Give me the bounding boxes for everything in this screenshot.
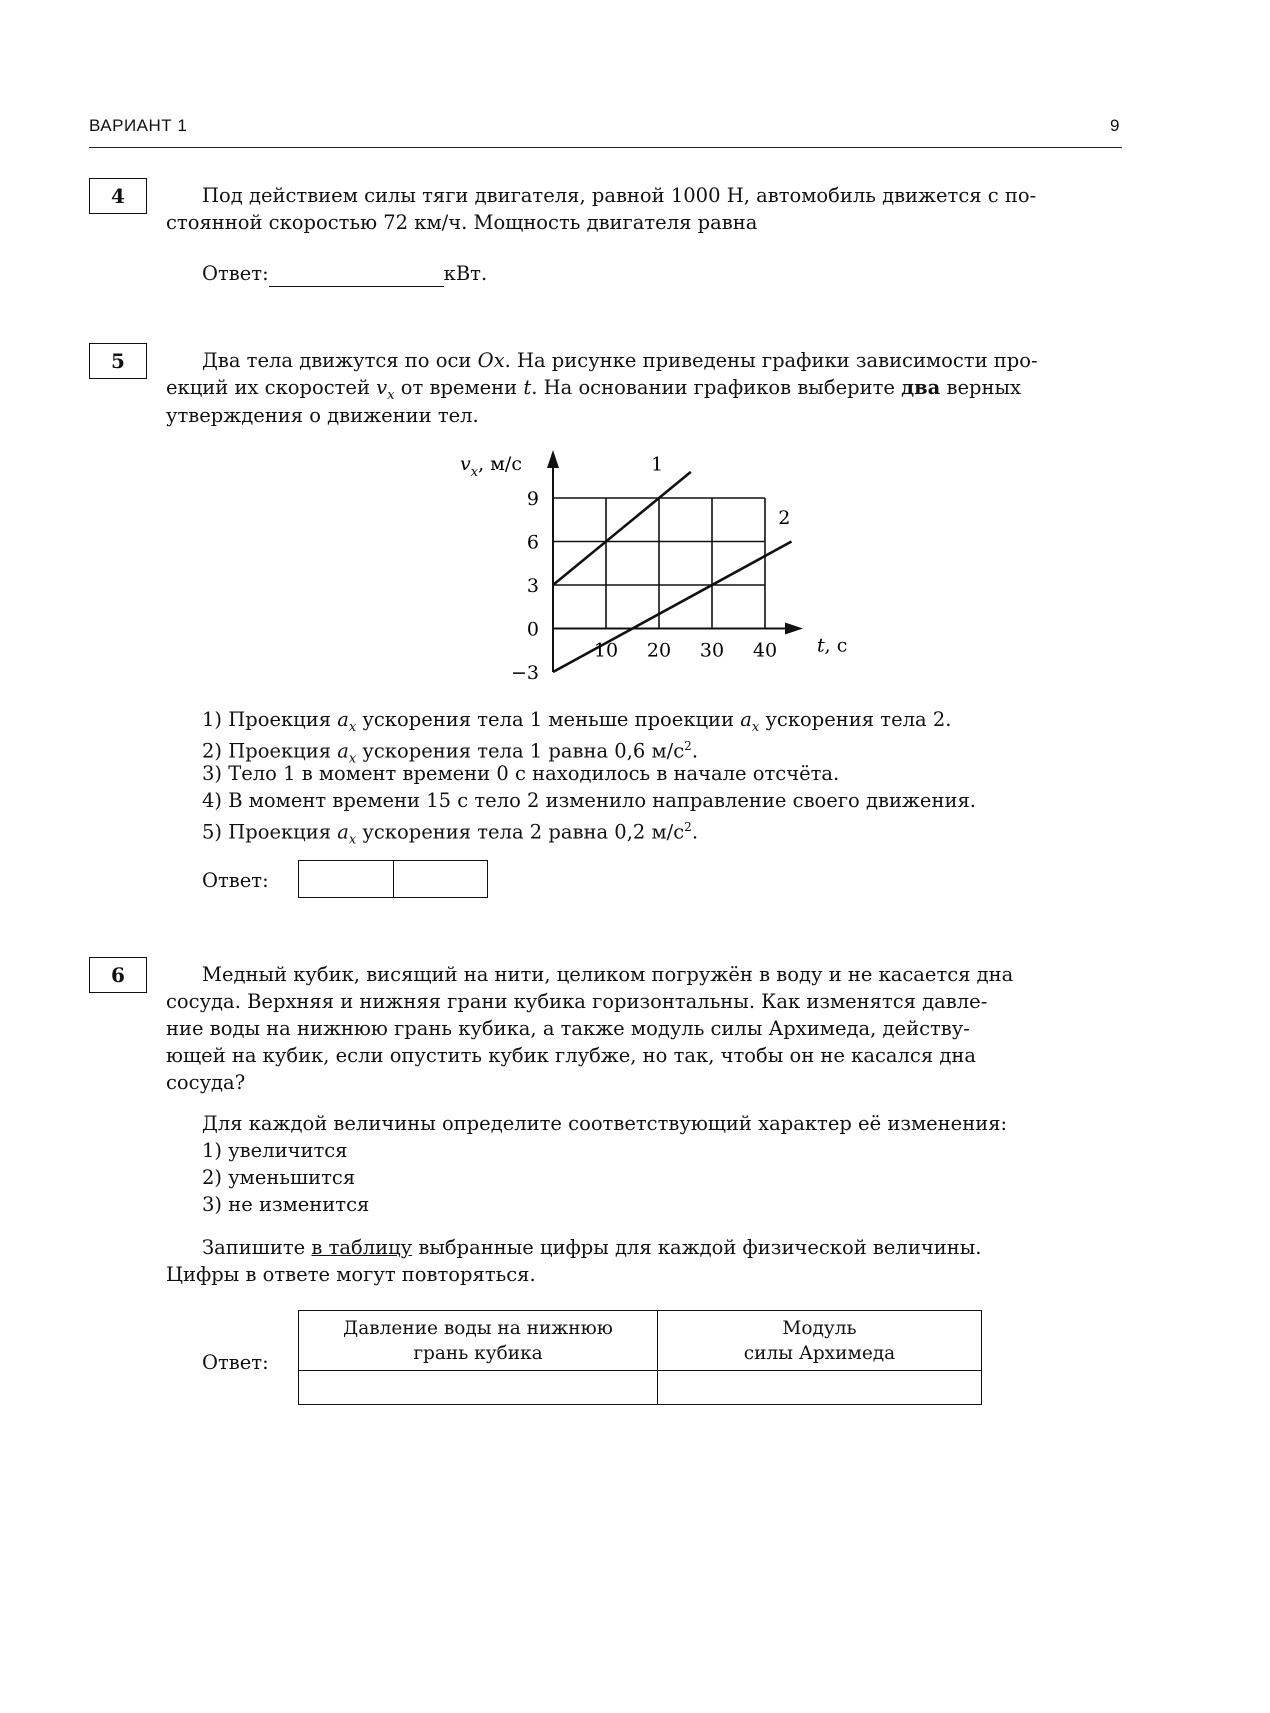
variant-label: ВАРИАНТ 1 (89, 116, 188, 135)
x-axis-arrow (785, 623, 803, 635)
q5-answer-boxes[interactable] (298, 860, 488, 898)
q4-text-line1: Под действием силы тяги двигателя, равной 1000 Н, автомобиль движется с по- (202, 184, 1037, 207)
series-line-1 (553, 472, 691, 585)
option-text: ускорения тела 2 равна 0,2 м/с (356, 820, 685, 844)
var-v: v (376, 376, 388, 399)
q4-answer-label: Ответ: (202, 262, 269, 285)
var-x: x (751, 719, 760, 735)
x-tick-label: 40 (752, 639, 778, 662)
q5-text: от времени (394, 376, 524, 399)
q5-text-line1 (202, 347, 1038, 374)
q4-answer-unit: кВт. (443, 262, 488, 285)
page-number: 9 (1110, 116, 1120, 135)
option-text: 1) Проекция (202, 708, 338, 731)
option-text: ускорения тела 1 меньше проекции (356, 708, 741, 731)
var-x: x (348, 832, 357, 848)
q5-text: екций их скоростей (166, 376, 377, 399)
var-a: a (337, 708, 349, 731)
x-axis-label (817, 635, 847, 657)
chart-labels (460, 453, 847, 684)
x-tick-label: 10 (593, 639, 619, 662)
y-axis-label (460, 453, 522, 480)
var-x: x (348, 719, 357, 735)
y-tick-label: 6 (526, 531, 539, 554)
chart-grid (553, 498, 765, 629)
q6-p2: Для каждой величины определите соответствующий характер её изменения: (202, 1112, 1008, 1135)
y-tick-label: 9 (526, 488, 539, 510)
q6-choice-3: 3) не изменится (202, 1193, 370, 1216)
y-tick-label: −3 (510, 662, 539, 684)
var-a: a (740, 708, 752, 731)
q6-answer-table (298, 1310, 982, 1405)
q6-p1-line2: сосуда. Верхняя и нижняя грани кубика горизонтальны. Как изменятся давле- (166, 990, 988, 1013)
y-tick-label: 0 (526, 618, 539, 641)
series-label-1: 1 (651, 453, 664, 476)
q6-p1-line1: Медный кубик, висящий на нити, целиком погружён в воду и не касается дна (202, 963, 1014, 986)
q5-answer-label: Ответ: (202, 869, 269, 892)
superscript: 2 (684, 739, 692, 753)
col-archimedes-header (658, 1311, 982, 1371)
x-axis-label-unit: , с (824, 634, 848, 657)
q6-choice-1: 1) увеличится (202, 1139, 348, 1162)
q5-option-5 (202, 814, 698, 853)
option-text: . (691, 739, 699, 763)
answer-box-divider (393, 861, 394, 897)
answer-cell-archimedes[interactable] (658, 1371, 982, 1405)
y-axis-label-sub: x (470, 465, 479, 480)
q5-text-line3: утверждения о движении тел. (166, 404, 479, 427)
col2-line1: Модуль (782, 1317, 857, 1339)
x-tick-label: 20 (646, 639, 672, 662)
header-rule (89, 147, 1122, 148)
q5-text: . На рисунке приведены графики зависимости про- (504, 349, 1038, 372)
option-text: ускорения тела 2. (759, 708, 952, 731)
q5-text: Два тела движутся по оси (202, 349, 478, 372)
var-x: x (348, 751, 357, 767)
option-text: 5) Проекция (202, 820, 338, 844)
q4-answer-blank[interactable] (269, 266, 444, 287)
col2-line2: силы Архимеда (743, 1342, 896, 1364)
q6-text: Запишите (202, 1236, 312, 1259)
q6-choice-2: 2) уменьшится (202, 1166, 356, 1189)
q6-p1-line3: ние воды на нижнюю грань кубика, а также модуль силы Архимеда, действу- (166, 1017, 970, 1040)
y-axis-label-v: v (460, 453, 471, 475)
series-label-2: 2 (778, 507, 791, 530)
var-a: a (337, 739, 349, 763)
q6-p3-line2: Цифры в ответе могут повторяться. (166, 1263, 536, 1286)
q4-answer (202, 260, 487, 287)
velocity-chart (440, 440, 860, 690)
q6-answer-label: Ответ: (202, 1351, 269, 1374)
q5-text: верных (940, 376, 1022, 399)
option-text: . (691, 820, 699, 844)
question-6-number: 6 (89, 957, 147, 993)
y-tick-label: 3 (526, 575, 539, 597)
var-a: a (337, 820, 349, 844)
q6-text: выбранные цифры для каждой физической величины. (412, 1236, 982, 1259)
y-axis-label-unit: , м/с (478, 453, 522, 475)
q5-bold-word: два (901, 376, 941, 399)
col-pressure-header (299, 1311, 658, 1371)
question-5-number: 5 (89, 343, 147, 379)
q5-option-4: 4) В момент времени 15 с тело 2 изменило направление своего движения. (202, 789, 976, 812)
y-axis-arrow (547, 450, 559, 468)
col1-line1: Давление воды на нижнюю (343, 1317, 613, 1339)
superscript: 2 (684, 820, 692, 834)
q5-option-3: 3) Тело 1 в момент времени 0 с находилось в начале отсчёта. (202, 762, 840, 785)
x-tick-label: 30 (699, 639, 725, 662)
answer-cell-pressure[interactable] (299, 1371, 658, 1405)
q6-underlined: в таблицу (311, 1236, 413, 1259)
x-axis-label-t: t (817, 634, 825, 657)
q6-p1-line5: сосуда? (166, 1071, 246, 1094)
col1-line2: грань кубика (413, 1342, 543, 1364)
q6-p1-line4: ющей на кубик, если опустить кубик глубже, но так, чтобы он не касался дна (166, 1044, 976, 1067)
q5-text: . На основании графиков выберите (531, 376, 902, 399)
option-text: 2) Проекция (202, 739, 338, 763)
q6-p3-line1 (202, 1234, 981, 1261)
option-text: ускорения тела 1 равна 0,6 м/с (356, 739, 685, 763)
q4-text-line2: стоянной скоростью 72 км/ч. Мощность двигателя равна (166, 211, 758, 234)
axis-ox: Ox (477, 349, 505, 372)
var-t: t (523, 376, 532, 399)
var-x: x (387, 387, 395, 403)
question-4-number: 4 (89, 178, 147, 214)
